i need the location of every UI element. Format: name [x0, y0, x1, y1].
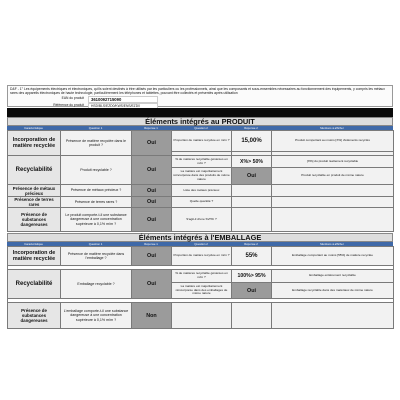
sub-question-cell: Proportion de matière recyclée en m/m ?: [172, 131, 232, 152]
black-divider: [7, 108, 393, 117]
answer-cell: Oui: [132, 197, 172, 208]
sub-question-cell: [172, 303, 232, 329]
table-row: [8, 197, 394, 208]
sub-question-cell: % de matières recyclable générées en m/m ?: [172, 156, 232, 168]
value-cell: X%> 50%: [232, 156, 272, 168]
category-cell: Présence de substances dangereuses: [8, 303, 61, 329]
question-cell: Présence de métaux précieux ?: [61, 185, 132, 197]
product-section-title: Éléments intégrés au PRODUIT: [7, 117, 393, 126]
category-cell: Recyclabilité: [8, 270, 61, 299]
column-header: Question 1: [88, 126, 103, 130]
ean-value: 3610092715090: [88, 96, 158, 103]
column-header: Question 2: [194, 126, 208, 130]
category-cell: Présence de métaux précieux: [8, 185, 61, 197]
category-cell: Présence de substances dangereuses: [8, 208, 61, 232]
table-row: [8, 185, 394, 197]
product-table: [7, 130, 394, 232]
declaration-sheet: [7, 85, 393, 322]
sub-question-cell: La matière est majoritairement réincorporée dans des produits de même nature: [172, 168, 232, 185]
table-row: [8, 247, 394, 266]
reference-value: HSD/BLS/EZD0/KWS/ENS/EZD0: [88, 103, 158, 110]
answer-cell: Non: [132, 303, 172, 329]
packaging-table: [7, 246, 394, 329]
mention-cell: [272, 197, 394, 208]
answer-cell: Oui: [132, 247, 172, 266]
header-note: [7, 85, 393, 107]
answer-cell: Oui: [232, 168, 272, 185]
sub-question-cell: Liste des métaux précieux: [172, 185, 232, 197]
category-cell: Incorporation de matière recyclée: [8, 131, 61, 156]
column-header: Réponse 2: [244, 242, 258, 246]
column-header: Question 2: [194, 242, 208, 246]
mention-cell: Emballage entièrement recyclable: [272, 270, 394, 283]
mention-cell: [X%] du produit réellement recyclable: [272, 156, 394, 168]
answer-cell: Oui: [132, 131, 172, 156]
column-header: Question 1: [88, 242, 103, 246]
column-header: Mentions à afficher: [320, 242, 344, 246]
value-cell: [232, 303, 272, 329]
sub-question-cell: Proportion de matière recyclée en m/m ?: [172, 247, 232, 266]
mention-cell: Produit recyclable en produit de même nature: [272, 168, 394, 185]
value-cell: [232, 208, 272, 232]
mention-cell: Emballage recyclable dans des matériaux de même nature: [272, 283, 394, 299]
category-cell: Présence de terres rares: [8, 197, 61, 208]
table-row: [8, 131, 394, 152]
mention-cell: [272, 303, 394, 329]
answer-cell: Oui: [132, 208, 172, 232]
question-cell: L'emballage comporte-t-il une substance dangereuse à une concentration supérieure à 0,1% m/m ?: [61, 303, 132, 329]
value-cell: 15,00%: [232, 131, 272, 152]
table-row: [8, 303, 394, 329]
category-cell: Recyclabilité: [8, 156, 61, 185]
regulatory-note: D&F - 1° Les équipements électriques et électroniques, qu'ils soient destinés à être utilisés par les particuliers ou les professionnels, ainsi que les composants et sous-ensembles nécessaires au fonctionnement des équipements, y compris les métaux rares des appareils électroniques de haute technologie, particulièrement les téléphones et tablettes, pouvant être collectés et présentés après utilisation: [10, 87, 385, 96]
answer-cell: Oui: [232, 283, 272, 299]
mention-cell: [272, 208, 394, 232]
mention-cell: Emballage comportant au moins [55%] de matière recyclée: [272, 247, 394, 266]
column-header: Caractéristique: [24, 126, 43, 130]
question-cell: Présence de matière recyclée dans le produit ?: [61, 131, 132, 156]
value-cell: [232, 197, 272, 208]
table-row: [8, 156, 394, 168]
sub-question-cell: Quelle quantité ?: [172, 197, 232, 208]
question-cell: Le produit comporte-t-il une substance dangereuse à une concentration supérieure à 0,1% m/m ?: [61, 208, 132, 232]
answer-cell: Oui: [132, 156, 172, 185]
column-header: Réponse 1: [144, 126, 158, 130]
answer-cell: Oui: [132, 185, 172, 197]
answer-cell: Oui: [132, 270, 172, 299]
value-cell: [232, 185, 272, 197]
value-cell: 55%: [232, 247, 272, 266]
category-cell: Incorporation de matière recyclée: [8, 247, 61, 266]
mention-cell: Produit comportant au moins [X%] d'éléments recyclés: [272, 131, 394, 152]
question-cell: Présence de terres rares ?: [61, 197, 132, 208]
question-cell: Emballage recyclable ?: [61, 270, 132, 299]
column-header: Caractéristique: [24, 242, 43, 246]
question-cell: Présence de matière recyclée dans l'emballage ?: [61, 247, 132, 266]
column-header: Réponse 2: [244, 126, 258, 130]
question-cell: Produit recyclable ?: [61, 156, 132, 185]
value-cell: 100%> 95%: [232, 270, 272, 283]
sub-question-cell: La matière est majoritairement réincorporée dans des emballages de même nature: [172, 283, 232, 299]
table-row: [8, 208, 394, 232]
sub-question-cell: S'agit-il d'une SVHC ?: [172, 208, 232, 232]
packaging-section-title: Éléments intégrés à l'EMBALLAGE: [7, 233, 393, 242]
table-row: [8, 270, 394, 283]
column-header: Mentions à afficher: [320, 126, 344, 130]
column-header: Réponse 1: [144, 242, 158, 246]
reference-label: Référence du produit: [53, 103, 84, 107]
ean-label: EAN du produit: [61, 96, 84, 100]
sub-question-cell: % de matières recyclable générées en m/m ?: [172, 270, 232, 283]
mention-cell: [272, 185, 394, 197]
